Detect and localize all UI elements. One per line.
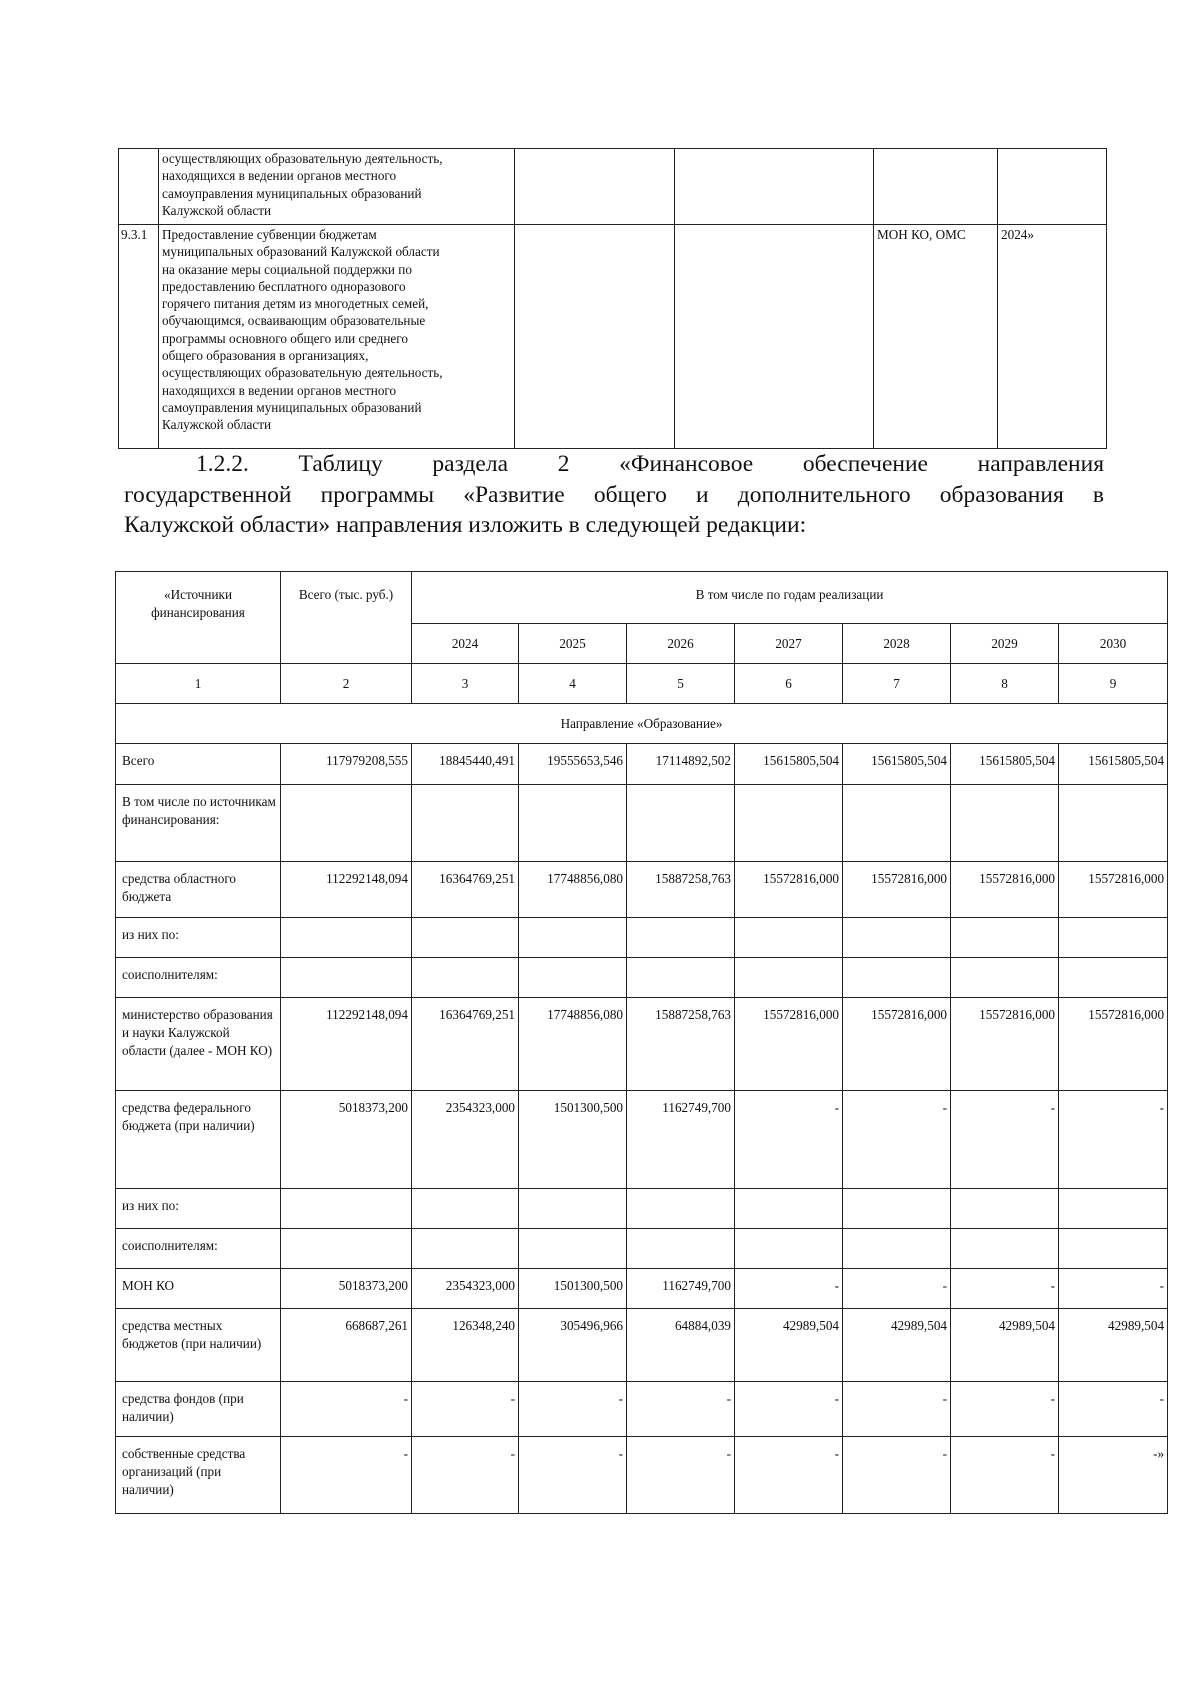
row-value <box>519 1229 627 1269</box>
row-label: соисполнителям: <box>116 958 281 998</box>
row-value <box>951 918 1059 958</box>
header-year: 2027 <box>735 624 843 664</box>
column-number: 1 <box>116 664 281 704</box>
row-value: - <box>951 1437 1059 1514</box>
row-value: 1501300,500 <box>519 1269 627 1309</box>
column-number: 9 <box>1059 664 1168 704</box>
row-value: 15572816,000 <box>843 998 951 1091</box>
activity-executor: МОН КО, ОМС <box>874 225 998 449</box>
activity-number: 9.3.1 <box>119 225 159 449</box>
row-value <box>519 785 627 862</box>
row-value <box>412 785 519 862</box>
row-value <box>412 918 519 958</box>
row-value: 5018373,200 <box>281 1269 412 1309</box>
header-years-caption: В том числе по годам реализации <box>412 572 1168 624</box>
column-number: 2 <box>281 664 412 704</box>
row-value <box>281 1229 412 1269</box>
row-label: средства местных бюджетов (при наличии) <box>116 1309 281 1382</box>
row-value <box>627 1189 735 1229</box>
activity-table <box>118 148 1107 449</box>
row-value: - <box>1059 1269 1168 1309</box>
row-value: -» <box>1059 1437 1168 1514</box>
row-value <box>412 958 519 998</box>
row-value <box>843 958 951 998</box>
table-row <box>116 998 1168 1091</box>
column-number: 7 <box>843 664 951 704</box>
row-label: из них по: <box>116 918 281 958</box>
row-value <box>1059 785 1168 862</box>
row-value: 42989,504 <box>1059 1309 1168 1382</box>
row-value: 117979208,555 <box>281 744 412 785</box>
activity-description <box>159 149 515 225</box>
row-value: 17114892,502 <box>627 744 735 785</box>
row-value <box>735 1189 843 1229</box>
row-value <box>735 1229 843 1269</box>
row-value: - <box>519 1437 627 1514</box>
row-value: - <box>951 1382 1059 1437</box>
row-value <box>1059 1229 1168 1269</box>
activity-cell <box>675 149 874 225</box>
activity-text-line: осуществляющих образовательную деятельность, <box>162 151 443 166</box>
row-value <box>1059 918 1168 958</box>
row-value: 2354323,000 <box>412 1091 519 1189</box>
row-value: - <box>735 1382 843 1437</box>
activity-text-line: самоуправления муниципальных образований <box>162 185 422 201</box>
activity-row-9-3-1 <box>119 225 1107 449</box>
paragraph-line: государственной программы «Развитие общего и дополнительного образования в <box>124 481 1104 508</box>
activity-number <box>119 149 159 225</box>
activity-text-line: общего образования в организациях, <box>162 348 369 364</box>
row-label: Всего <box>116 744 281 785</box>
activity-cell <box>998 149 1107 225</box>
header-row <box>116 572 1168 624</box>
table-row <box>116 1091 1168 1189</box>
row-value <box>281 918 412 958</box>
row-value <box>281 1189 412 1229</box>
row-label: МОН КО <box>116 1269 281 1309</box>
amendment-paragraph <box>124 449 1104 541</box>
row-value: 15887258,763 <box>627 862 735 918</box>
header-year: 2029 <box>951 624 1059 664</box>
row-value: 16364769,251 <box>412 862 519 918</box>
row-value: 15615805,504 <box>843 744 951 785</box>
row-value <box>951 785 1059 862</box>
row-value <box>627 918 735 958</box>
activity-text-line: находящихся в ведении органов местного <box>162 168 397 184</box>
row-value <box>412 1229 519 1269</box>
row-value: 15615805,504 <box>735 744 843 785</box>
row-value: 42989,504 <box>843 1309 951 1382</box>
row-value <box>412 1189 519 1229</box>
row-value <box>519 1189 627 1229</box>
row-value <box>951 1189 1059 1229</box>
row-value: 42989,504 <box>735 1309 843 1382</box>
column-number: 5 <box>627 664 735 704</box>
row-value <box>627 1229 735 1269</box>
row-value: 42989,504 <box>951 1309 1059 1382</box>
activity-text-line: муниципальных образований Калужской области <box>162 244 440 260</box>
column-number: 4 <box>519 664 627 704</box>
activity-year: 2024» <box>998 225 1107 449</box>
row-value: - <box>412 1382 519 1437</box>
financing-table <box>115 571 1168 1514</box>
row-value: - <box>843 1382 951 1437</box>
row-label: средства областного бюджета <box>116 862 281 918</box>
row-value <box>1059 958 1168 998</box>
row-value: - <box>951 1269 1059 1309</box>
row-value <box>1059 1189 1168 1229</box>
row-value: 305496,966 <box>519 1309 627 1382</box>
table-row <box>116 1269 1168 1309</box>
row-value: 668687,261 <box>281 1309 412 1382</box>
row-value: 17748856,080 <box>519 862 627 918</box>
row-value <box>735 918 843 958</box>
table-row <box>116 1189 1168 1229</box>
row-value: - <box>735 1437 843 1514</box>
row-value: - <box>412 1437 519 1514</box>
table-row <box>116 862 1168 918</box>
table-row <box>116 785 1168 862</box>
paragraph-line: Калужской области» направления изложить в следующей редакции: <box>124 512 807 538</box>
row-value: 16364769,251 <box>412 998 519 1091</box>
row-value: 1162749,700 <box>627 1091 735 1189</box>
row-value: 15615805,504 <box>951 744 1059 785</box>
row-value: 15572816,000 <box>1059 862 1168 918</box>
activity-text-line: находящихся в ведении органов местного <box>162 382 397 398</box>
section-title: Направление «Образование» <box>116 704 1168 744</box>
row-value: 15572816,000 <box>735 862 843 918</box>
row-value <box>951 958 1059 998</box>
row-value <box>627 958 735 998</box>
row-value <box>843 1189 951 1229</box>
row-value: - <box>519 1382 627 1437</box>
table-row <box>116 918 1168 958</box>
row-label: собственные средства организаций (при наличии) <box>116 1437 281 1514</box>
row-value: 1162749,700 <box>627 1269 735 1309</box>
row-value: 5018373,200 <box>281 1091 412 1189</box>
row-value <box>519 958 627 998</box>
activity-cell <box>515 225 675 449</box>
activity-text-line: самоуправления муниципальных образований <box>162 399 422 415</box>
table-row <box>116 744 1168 785</box>
row-value: - <box>281 1382 412 1437</box>
activity-text-line: программы основного общего или среднего <box>162 330 408 346</box>
activity-text-line: Калужской области <box>162 202 272 218</box>
activity-text-line: предоставлению бесплатного одноразового <box>162 278 406 294</box>
row-value: - <box>281 1437 412 1514</box>
row-value: 126348,240 <box>412 1309 519 1382</box>
section-row <box>116 704 1168 744</box>
activity-cell <box>675 225 874 449</box>
row-value: 15572816,000 <box>735 998 843 1091</box>
row-value: 18845440,491 <box>412 744 519 785</box>
activity-text-line: на оказание меры социальной поддержки по <box>162 261 412 277</box>
row-value: 112292148,094 <box>281 998 412 1091</box>
row-value <box>735 958 843 998</box>
header-year: 2028 <box>843 624 951 664</box>
column-numbers-row <box>116 664 1168 704</box>
row-value <box>281 785 412 862</box>
row-value: - <box>843 1091 951 1189</box>
row-label: В том числе по источникам финансирования: <box>116 785 281 862</box>
row-value: 15887258,763 <box>627 998 735 1091</box>
row-value: 15572816,000 <box>1059 998 1168 1091</box>
row-value <box>843 918 951 958</box>
row-value: 15572816,000 <box>951 862 1059 918</box>
row-value: - <box>843 1437 951 1514</box>
header-year: 2024 <box>412 624 519 664</box>
row-value <box>627 785 735 862</box>
activity-cell <box>874 149 998 225</box>
row-value: 1501300,500 <box>519 1091 627 1189</box>
activity-row-continuation <box>119 149 1107 225</box>
activity-description <box>159 225 515 449</box>
row-value: - <box>1059 1091 1168 1189</box>
table-row <box>116 1309 1168 1382</box>
row-value <box>735 785 843 862</box>
row-value: 112292148,094 <box>281 862 412 918</box>
activity-text-line: Калужской области <box>162 417 272 433</box>
row-value: 15615805,504 <box>1059 744 1168 785</box>
row-value <box>951 1229 1059 1269</box>
table-row <box>116 1382 1168 1437</box>
header-year: 2026 <box>627 624 735 664</box>
table-row <box>116 1229 1168 1269</box>
header-sources: «Источники финансирования <box>116 572 281 664</box>
row-label: средства федерального бюджета (при наличии) <box>116 1091 281 1189</box>
activity-text-line: горячего питания детям из многодетных семей, <box>162 296 429 312</box>
column-number: 8 <box>951 664 1059 704</box>
row-value: - <box>627 1437 735 1514</box>
column-number: 6 <box>735 664 843 704</box>
row-value: 64884,039 <box>627 1309 735 1382</box>
header-total: Всего (тыс. руб.) <box>281 572 412 664</box>
header-year: 2030 <box>1059 624 1168 664</box>
row-value <box>843 785 951 862</box>
row-value: 2354323,000 <box>412 1269 519 1309</box>
activity-text-line: обучающимся, осваивающим образовательные <box>162 313 426 329</box>
activity-cell <box>515 149 675 225</box>
row-value: 17748856,080 <box>519 998 627 1091</box>
column-number: 3 <box>412 664 519 704</box>
activity-text-line: Предоставление субвенции бюджетам <box>162 227 377 242</box>
activity-text-line: осуществляющих образовательную деятельность, <box>162 365 443 381</box>
row-label: средства фондов (при наличии) <box>116 1382 281 1437</box>
row-value: - <box>627 1382 735 1437</box>
table-row <box>116 958 1168 998</box>
row-value: - <box>843 1269 951 1309</box>
row-label: министерство образования и науки Калужской области (далее - МОН КО) <box>116 998 281 1091</box>
row-label: из них по: <box>116 1189 281 1229</box>
row-value: - <box>735 1091 843 1189</box>
row-value: 15572816,000 <box>843 862 951 918</box>
table-row <box>116 1437 1168 1514</box>
row-value: - <box>951 1091 1059 1189</box>
row-value <box>843 1229 951 1269</box>
row-value <box>281 958 412 998</box>
row-label: соисполнителям: <box>116 1229 281 1269</box>
row-value: 19555653,546 <box>519 744 627 785</box>
header-year: 2025 <box>519 624 627 664</box>
row-value: 15572816,000 <box>951 998 1059 1091</box>
paragraph-line: 1.2.2. Таблицу раздела 2 «Финансовое обеспечение направления <box>196 451 1104 477</box>
row-value: - <box>735 1269 843 1309</box>
row-value <box>519 918 627 958</box>
row-value: - <box>1059 1382 1168 1437</box>
